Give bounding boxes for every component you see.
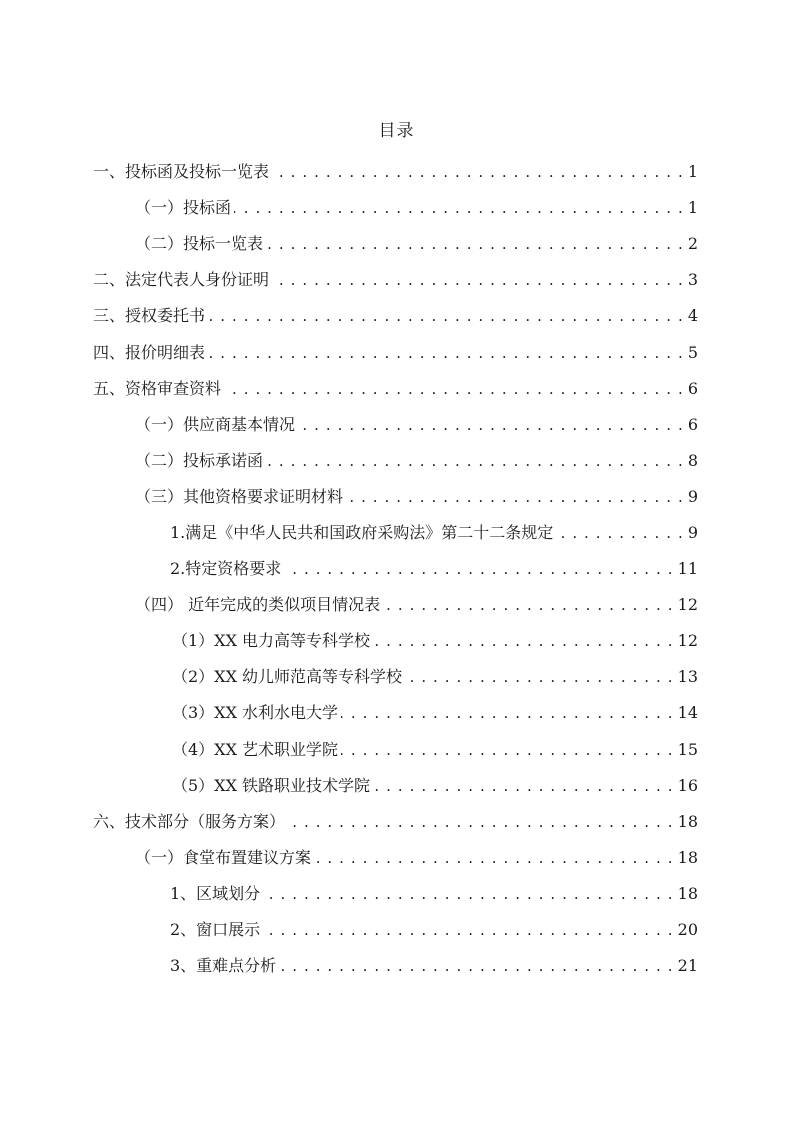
dot-leader: [263, 918, 673, 942]
toc-entry[interactable]: [93, 515, 698, 551]
toc-entry-text: 五、资格审查资料: [93, 378, 222, 398]
toc-entry-text: （一）食堂布置建议方案: [135, 847, 312, 867]
toc-page-number: 13: [677, 667, 698, 687]
toc-page-number: 3: [687, 270, 698, 290]
toc-entry-text: （二）投标承诺函: [135, 450, 264, 470]
toc-entry-text: （5）XX 铁路职业技术学院: [172, 775, 371, 795]
dot-leader: [208, 304, 684, 328]
toc-entry-text: （二）投标一览表: [135, 234, 264, 254]
toc-entry[interactable]: [93, 334, 698, 370]
toc-entry-text: 3、重难点分析: [170, 956, 277, 976]
toc-entry[interactable]: [93, 948, 698, 984]
toc-entry[interactable]: [93, 407, 698, 443]
dot-leader: [272, 160, 684, 184]
toc-page-number: 18: [677, 811, 698, 831]
toc-entry[interactable]: [93, 226, 698, 262]
toc-entry-text: 2.特定资格要求: [170, 559, 282, 579]
toc-entry[interactable]: [93, 732, 698, 768]
toc-page-number: 8: [687, 450, 698, 470]
dot-leader: [208, 341, 684, 365]
toc-entry-text: 二、法定代表人身份证明: [93, 270, 270, 290]
toc-entry-text: 四、报价明细表: [93, 342, 206, 362]
toc-entry-text: 三、授权委托书: [93, 306, 206, 326]
toc-entry[interactable]: [93, 479, 698, 515]
dot-leader: [272, 268, 684, 292]
toc-entry-text: 六、技术部分（服务方案）: [93, 811, 286, 831]
toc-entry[interactable]: [93, 876, 698, 912]
dot-leader: [405, 665, 674, 689]
toc-entry[interactable]: [93, 659, 698, 695]
toc-entry[interactable]: [93, 804, 698, 840]
toc-page-number: 16: [677, 775, 698, 795]
toc-entry[interactable]: [93, 190, 698, 226]
toc-page-number: 14: [677, 703, 698, 723]
toc-entry[interactable]: [93, 298, 698, 334]
dot-leader: [266, 232, 684, 256]
toc-entry-text: （2）XX 幼儿师范高等专科学校: [172, 667, 403, 687]
dot-leader: [341, 701, 674, 725]
toc-entry[interactable]: [93, 262, 698, 298]
dot-leader: [284, 557, 673, 581]
toc-page-number: 12: [677, 631, 698, 651]
toc-page-number: 11: [677, 559, 698, 579]
toc-entry[interactable]: [93, 154, 698, 190]
dot-leader: [341, 738, 674, 762]
toc-entry[interactable]: [93, 371, 698, 407]
toc-entry[interactable]: [93, 443, 698, 479]
dot-leader: [234, 196, 684, 220]
toc-page-number: 2: [687, 234, 698, 254]
toc-entry-text: 1、区域划分: [170, 883, 261, 903]
toc-entry[interactable]: [93, 840, 698, 876]
toc-entry-text: （一）供应商基本情况: [135, 414, 296, 434]
toc-entry-text: 1.满足《中华人民共和国政府采购法》第二十二条规定: [170, 522, 554, 542]
toc-page-number: 21: [677, 956, 698, 976]
toc-entry-text: （一）投标函: [135, 198, 232, 218]
toc-page-number: 15: [677, 739, 698, 759]
dot-leader: [383, 593, 674, 617]
dot-leader: [346, 485, 684, 509]
toc-entry-text: 一、投标函及投标一览表: [93, 162, 270, 182]
dot-leader: [298, 413, 684, 437]
dot-leader: [373, 774, 674, 798]
toc-entry-text: （4）XX 艺术职业学院: [172, 739, 339, 759]
dot-leader: [314, 846, 674, 870]
toc-entry[interactable]: [93, 768, 698, 804]
toc-page-number: 4: [687, 306, 698, 326]
table-of-contents: [93, 154, 698, 984]
toc-entry[interactable]: [93, 695, 698, 731]
dot-leader: [556, 521, 684, 545]
toc-page-number: 18: [677, 883, 698, 903]
toc-entry-text: （3）XX 水利水电大学: [172, 703, 339, 723]
toc-title: 目录: [378, 121, 415, 141]
dot-leader: [373, 629, 674, 653]
toc-entry[interactable]: [93, 912, 698, 948]
toc-entry-text: （三）其他资格要求证明材料: [135, 486, 344, 506]
toc-entry-text: 2、窗口展示: [170, 920, 261, 940]
dot-leader: [263, 882, 673, 906]
dot-leader: [224, 377, 684, 401]
toc-page-number: 6: [687, 414, 698, 434]
toc-page-number: 9: [687, 486, 698, 506]
toc-page-number: 1: [687, 162, 698, 182]
toc-entry[interactable]: [93, 623, 698, 659]
toc-page-number: 20: [677, 920, 698, 940]
toc-page-number: 18: [677, 847, 698, 867]
toc-page-number: 9: [687, 522, 698, 542]
dot-leader: [279, 954, 673, 978]
toc-page-number: 5: [687, 342, 698, 362]
toc-page-number: 12: [677, 595, 698, 615]
toc-entry[interactable]: [93, 551, 698, 587]
toc-entry[interactable]: [93, 587, 698, 623]
dot-leader: [266, 449, 684, 473]
toc-entry-text: （四） 近年完成的类似项目情况表: [135, 595, 381, 615]
toc-page-number: 1: [687, 198, 698, 218]
toc-entry-text: （1）XX 电力高等专科学校: [172, 631, 371, 651]
dot-leader: [288, 810, 674, 834]
toc-page-number: 6: [687, 378, 698, 398]
